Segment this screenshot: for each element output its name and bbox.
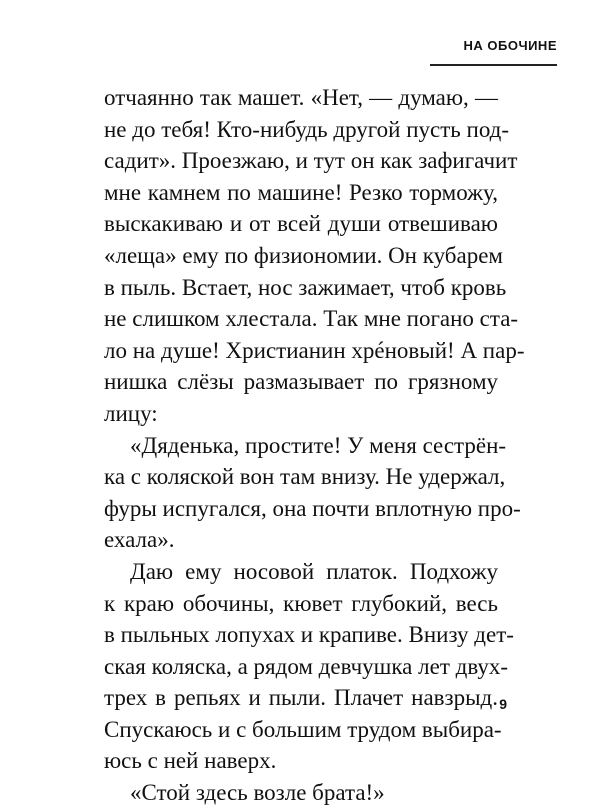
- text-line: ехала».: [104, 527, 175, 553]
- text-line: ло на душе! Христианин хрéновый! А пар-: [104, 337, 525, 363]
- text-line: трех в репьях и пыли. Плачет навзрыд.: [104, 685, 498, 711]
- text-line: выскакиваю и от всей души отвешиваю: [104, 211, 498, 237]
- text-line: нишка слёзы размазывает по грязному: [104, 369, 498, 395]
- text-line: не до тебя! Кто-нибудь другой пусть под-: [104, 116, 510, 142]
- text-line: лицу:: [104, 400, 158, 426]
- running-header-title: НА ОБОЧИНЕ: [463, 38, 557, 53]
- text-line: ская коляска, а рядом девчушка лет двух-: [104, 653, 509, 679]
- text-line: Даю ему носовой платок. Подхожу: [130, 558, 498, 584]
- header-rule: [430, 64, 557, 66]
- text-line: «Стой здесь возле брата!»: [130, 780, 385, 806]
- page-number: 9: [499, 696, 507, 712]
- text-line: юсь с ней наверх.: [104, 748, 277, 774]
- text-line: в пыль. Встает, нос зажимает, чтоб кровь: [104, 274, 507, 300]
- text-line: Спускаюсь и с большим трудом выбира-: [104, 716, 502, 742]
- text-line: «Дяденька, простите! У меня сестрён-: [130, 432, 507, 458]
- text-line: ка с коляской вон там внизу. Не удержал,: [104, 464, 506, 490]
- text-line: мне камнем по машине! Резко торможу,: [104, 179, 498, 205]
- text-line: не слишком хлестала. Так мне погано ста-: [104, 306, 519, 332]
- text-line: садит». Проезжаю, и тут он как зафигачит: [104, 148, 518, 174]
- text-line: к краю обочины, кювет глубокий, весь: [104, 590, 498, 616]
- body-text: [104, 82, 525, 809]
- text-line: «леща» ему по физиономии. Он кубарем: [104, 242, 503, 268]
- text-line: фуры испугался, она почти вплотную про-: [104, 495, 521, 521]
- text-line: отчаянно так машет. «Нет, — думаю, —: [104, 85, 498, 110]
- text-line: в пыльных лопухах и крапиве. Внизу дет-: [104, 622, 514, 648]
